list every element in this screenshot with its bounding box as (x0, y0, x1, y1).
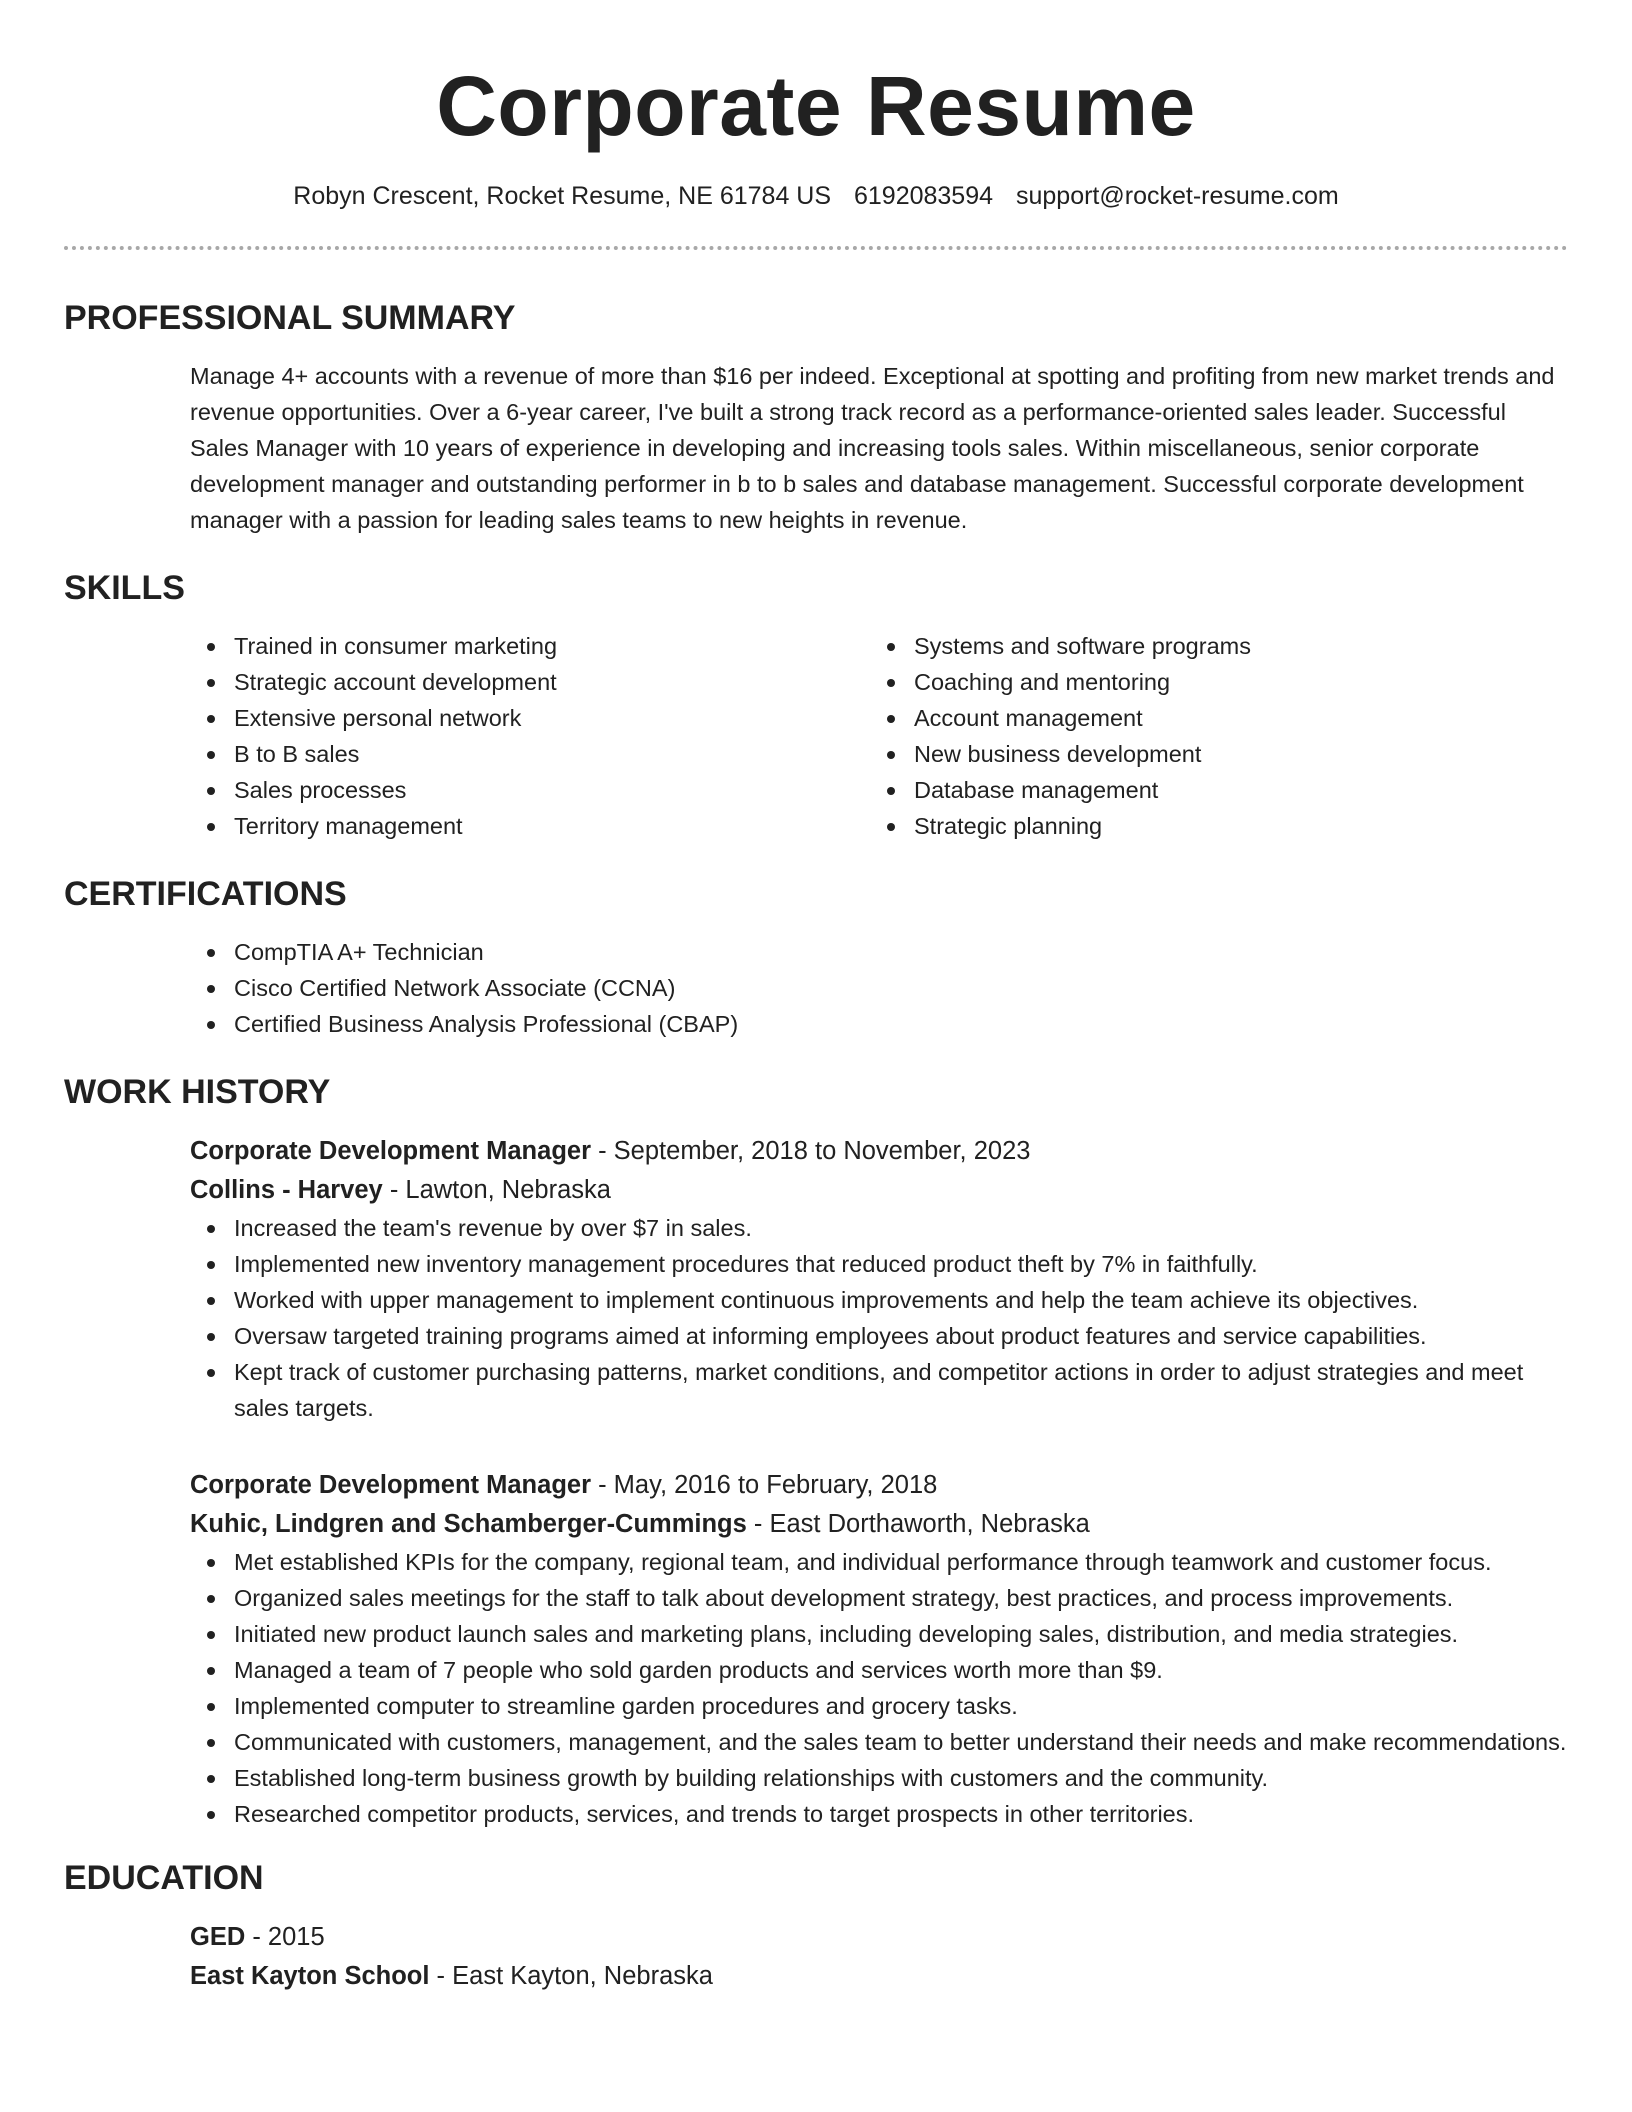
job-title-line (190, 1466, 1568, 1505)
job-bullets (190, 1544, 1568, 1832)
education-year: - 2015 (245, 1923, 325, 1951)
resume-title: Corporate Resume (436, 59, 1196, 153)
job-bullet: Kept track of customer purchasing patterns, market conditions, and competitor actions in order to adjust strategies and meet sales targets. (190, 1354, 1568, 1426)
job-bullet: Communicated with customers, management, and the sales team to better understand their needs and make recommendations. (190, 1724, 1568, 1760)
skill-item: Coaching and mentoring (870, 664, 1550, 700)
job-title-line (190, 1132, 1568, 1171)
job-entry (190, 1132, 1568, 1426)
job-bullet: Implemented computer to streamline garden procedures and grocery tasks. (190, 1688, 1568, 1724)
certifications-list (190, 934, 1568, 1042)
header-divider (64, 246, 1568, 250)
education-school-line (190, 1957, 1568, 1996)
skills-column-left (190, 628, 870, 844)
skill-item: B to B sales (190, 736, 870, 772)
summary-text: Manage 4+ accounts with a revenue of more than $16 per indeed. Exceptional at spotting and profiting from new market trends and revenue opportunities. Over a 6-year career, I've built a strong track record as a performance-oriented sales leader. Successful Sales Manager with 10 years of experience in developing and increasing tools sales. Within miscellaneous, senior corporate development manager and outstanding performer in b to b sales and database management. Successful corporate development manager with a passion for leading sales teams to new heights in revenue. (190, 363, 1555, 533)
skill-item: Extensive personal network (190, 700, 870, 736)
education-location: - East Kayton, Nebraska (429, 1962, 713, 1990)
skill-item: Strategic account development (190, 664, 870, 700)
job-dates: - September, 2018 to November, 2023 (591, 1137, 1031, 1165)
contact-email: support@rocket-resume.com (1015, 182, 1339, 210)
job-bullet: Increased the team's revenue by over $7 in sales. (190, 1210, 1568, 1246)
skill-item: Database management (870, 772, 1550, 808)
skill-item: Account management (870, 700, 1550, 736)
skill-item: New business development (870, 736, 1550, 772)
contact-phone: 6192083594 (853, 182, 994, 210)
job-location: - East Dorthaworth, Nebraska (746, 1510, 1090, 1538)
summary-heading: PROFESSIONAL SUMMARY (64, 299, 516, 337)
skill-item: Sales processes (190, 772, 870, 808)
resume-page (64, 0, 1568, 1996)
contact-address: Robyn Crescent, Rocket Resume, NE 61784 US (293, 182, 832, 210)
education-entry (190, 1918, 1568, 1996)
certification-item: Cisco Certified Network Associate (CCNA) (190, 970, 1568, 1006)
job-dates: - May, 2016 to February, 2018 (591, 1471, 938, 1499)
skill-item: Trained in consumer marketing (190, 628, 870, 664)
certification-item: CompTIA A+ Technician (190, 934, 1568, 970)
job-bullet: Researched competitor products, services, and trends to target prospects in other territories. (190, 1796, 1568, 1832)
job-bullet: Managed a team of 7 people who sold garden products and services worth more than $9. (190, 1652, 1568, 1688)
skills-column-right (870, 628, 1550, 844)
job-entry (190, 1466, 1568, 1832)
job-bullet: Initiated new product launch sales and marketing plans, including developing sales, distribution, and media strategies. (190, 1616, 1568, 1652)
skill-item: Territory management (190, 808, 870, 844)
job-bullet: Implemented new inventory management procedures that reduced product theft by 7% in faithfully. (190, 1246, 1568, 1282)
job-bullet: Organized sales meetings for the staff to talk about development strategy, best practices, and process improvements. (190, 1580, 1568, 1616)
job-location: - Lawton, Nebraska (382, 1176, 611, 1204)
job-company-line (190, 1171, 1568, 1210)
skill-item: Systems and software programs (870, 628, 1550, 664)
skill-item: Strategic planning (870, 808, 1550, 844)
job-company: Kuhic, Lindgren and Schamberger-Cummings (190, 1510, 747, 1538)
education-degree: GED (190, 1923, 246, 1951)
education-heading: EDUCATION (64, 1859, 264, 1897)
job-company: Collins - Harvey (190, 1176, 383, 1204)
education-school: East Kayton School (190, 1962, 430, 1990)
job-bullet: Oversaw targeted training programs aimed at informing employees about product features and service capabilities. (190, 1318, 1568, 1354)
contact-line (64, 178, 1568, 214)
certification-item: Certified Business Analysis Professional (CBAP) (190, 1006, 1568, 1042)
job-bullet: Worked with upper management to implement continuous improvements and help the team achieve its objectives. (190, 1282, 1568, 1318)
education-degree-line (190, 1918, 1568, 1957)
job-company-line (190, 1505, 1568, 1544)
job-title: Corporate Development Manager (190, 1137, 592, 1165)
skills-list (190, 628, 1568, 844)
job-bullets (190, 1210, 1568, 1426)
job-title: Corporate Development Manager (190, 1471, 592, 1499)
work-history-heading: WORK HISTORY (64, 1073, 331, 1111)
skills-heading: SKILLS (64, 569, 185, 607)
job-bullet: Established long-term business growth by building relationships with customers and the community. (190, 1760, 1568, 1796)
certifications-heading: CERTIFICATIONS (64, 875, 347, 913)
job-bullet: Met established KPIs for the company, regional team, and individual performance through teamwork and customer focus. (190, 1544, 1568, 1580)
